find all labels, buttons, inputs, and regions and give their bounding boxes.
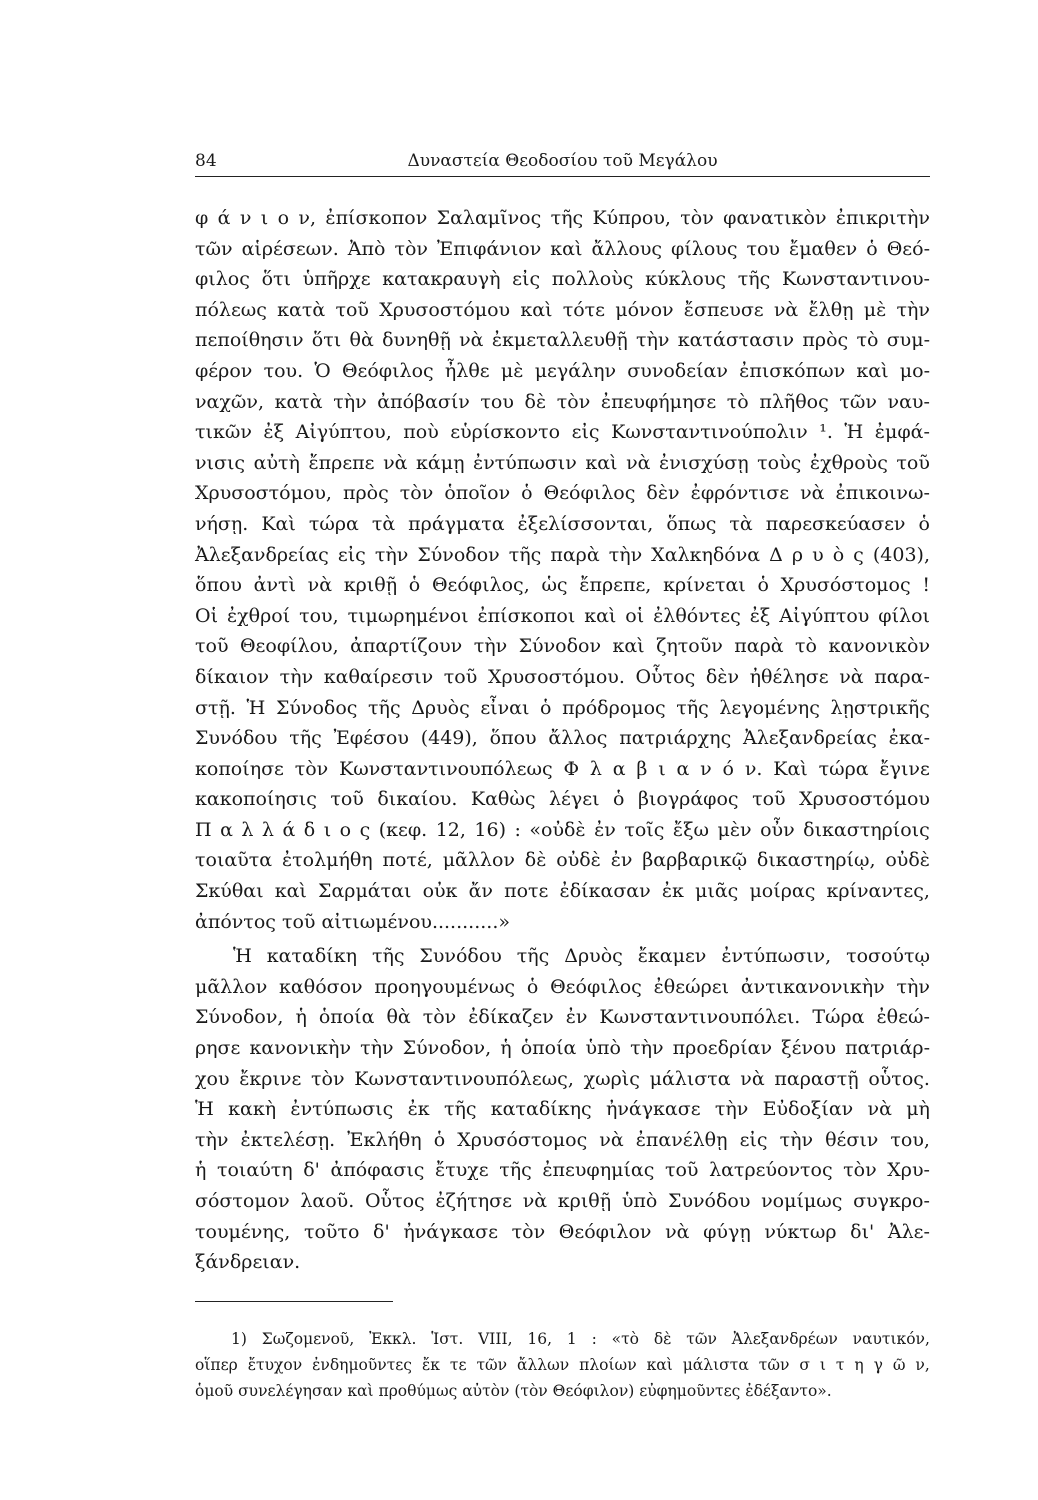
text-line: ἡ τοιαύτη δ' ἀπόφασις ἔτυχε τῆς ἐπευφημίας τοῦ λατρεύοντος τὸν Χρυ- — [195, 1159, 930, 1182]
text-line: ἀπόντος τοῦ αἰτιωμένου...........» — [195, 910, 511, 933]
footnote-line: ὁμοῦ συνελέγησαν καὶ προθύμως αὐτὸν (τὸν Θεόφιλον) εὐφημοῦντες ἐδέξαντο». — [195, 1381, 832, 1400]
text-line: νισις αὐτὴ ἔπρεπε νὰ κάμῃ ἐντύπωσιν καὶ νὰ ἐνισχύσῃ τοὺς ἐχθροὺς τοῦ — [195, 451, 930, 474]
text-line: Ἡ καταδίκη τῆς Συνόδου τῆς Δρυὸς ἔκαμεν ἐντύπωσιν, τοσούτῳ — [233, 945, 930, 968]
text-line: κοποίησε τὸν Κωνσταντινουπόλεως Φ λ α β ι α ν ό ν. Καὶ τώρα ἔγινε — [195, 757, 930, 780]
text-line: φιλος ὅτι ὑπῆρχε κατακραυγὴ εἰς πολλοὺς κύκλους τῆς Κωνσταντινου- — [195, 268, 930, 291]
book-page — [195, 152, 930, 1404]
paragraph — [195, 203, 930, 937]
text-line: κακοποίησις τοῦ δικαίου. Καθὼς λέγει ὁ βιογράφος τοῦ Χρυσοστόμου — [195, 788, 930, 811]
footnote-line: 1) Σωζομενοῦ, Ἐκκλ. Ἱστ. VIII, 16, 1 : «τὸ δὲ τῶν Ἀλεξανδρέων ναυτικόν, — [231, 1329, 930, 1348]
body-text — [195, 203, 930, 1278]
text-line: Π α λ λ ά δ ι ο ς (κεφ. 12, 16) : «οὐδὲ ἐν τοῖς ἔξω μὲν οὖν δικαστηρίοις — [195, 818, 930, 841]
text-line: τικῶν ἐξ Αἰγύπτου, ποὺ εὑρίσκοντο εἰς Κωνσταντινούπολιν ¹. Ἡ ἐμφά- — [195, 421, 930, 444]
text-line: Ἀλεξανδρείας εἰς τὴν Σύνοδον τῆς παρὰ τὴν Χαλκηδόνα Δ ρ υ ὸ ς (403), — [195, 543, 930, 566]
text-line: σόστομον λαοῦ. Οὗτος ἐζήτησε νὰ κριθῇ ὑπὸ Συνόδου νομίμως συγκρο- — [195, 1190, 930, 1212]
footnote-separator — [195, 1301, 393, 1302]
text-line: ὅπου ἀντὶ νὰ κριθῇ ὁ Θεόφιλος, ὡς ἔπρεπε, κρίνεται ὁ Χρυσόστομος ! — [195, 574, 930, 597]
text-line: Σκύθαι καὶ Σαρμάται οὐκ ἄν ποτε ἐδίκασαν ἐκ μιᾶς μοίρας κρίναντες, — [195, 880, 930, 903]
text-line: Ἡ κακὴ ἐντύπωσις ἐκ τῆς καταδίκης ἠνάγκασε τὴν Εὐδοξίαν νὰ μὴ — [195, 1098, 930, 1121]
text-line: φ ά ν ι ο ν, ἐπίσκοπον Σαλαμῖνος τῆς Κύπρου, τὸν φανατικὸν ἐπικριτὴν — [195, 207, 930, 229]
text-line: πεποίθησιν ὅτι θὰ δυνηθῇ νὰ ἐκμεταλλευθῇ τὴν κατάστασιν πρὸς τὸ συμ- — [195, 329, 930, 352]
text-line: Οἱ ἐχθροί του, τιμωρημένοι ἐπίσκοποι καὶ οἱ ἐλθόντες ἐξ Αἰγύπτου φίλοι — [195, 604, 930, 627]
footnotes — [195, 1326, 930, 1404]
text-line: τοῦ Θεοφίλου, ἀπαρτίζουν τὴν Σύνοδον καὶ ζητοῦν παρὰ τὸ κανονικὸν — [195, 635, 930, 658]
running-title: Δυναστεία Θεοδοσίου τοῦ Μεγάλου — [407, 151, 718, 171]
text-line: Σύνοδον, ἡ ὁποία θὰ τὸν ἐδίκαζεν ἐν Κωνσταντινουπόλει. Τώρα ἐθεώ- — [195, 1006, 930, 1029]
text-line: φέρον του. Ὁ Θεόφιλος ἦλθε μὲ μεγάλην συνοδείαν ἐπισκόπων καὶ μο- — [195, 359, 930, 382]
text-line: νήσῃ. Καὶ τώρα τὰ πράγματα ἐξελίσσονται, ὅπως τὰ παρεσκεύασεν ὁ — [195, 512, 930, 535]
footnote-line: οἵπερ ἔτυχον ἐνδημοῦντες ἔκ τε τῶν ἄλλων πλοίων καὶ μάλιστα τῶν σ ι τ η γ ῶ ν, — [195, 1355, 930, 1374]
page-number: 84 — [195, 151, 217, 171]
text-line: Συνόδου τῆς Ἐφέσου (449), ὅπου ἄλλος πατριάρχης Ἀλεξανδρείας ἐκα- — [195, 727, 930, 750]
text-line: χου ἔκρινε τὸν Κωνσταντινουπόλεως, χωρὶς μάλιστα νὰ παραστῇ οὗτος. — [195, 1067, 930, 1090]
text-line: ξάνδρειαν. — [195, 1251, 301, 1274]
text-line: στῇ. Ἡ Σύνοδος τῆς Δρυὸς εἶναι ὁ πρόδρομος τῆς λεγομένης λῃστρικῆς — [195, 696, 930, 719]
text-line: τοιαῦτα ἐτολμήθη ποτέ, μᾶλλον δὲ οὐδὲ ἐν βαρβαρικῷ δικαστηρίῳ, οὐδὲ — [195, 849, 930, 872]
text-line: μᾶλλον καθόσον προηγουμένως ὁ Θεόφιλος ἐθεώρει ἀντικανονικὴν τὴν — [195, 975, 930, 998]
text-line: πόλεως κατὰ τοῦ Χρυσοστόμου καὶ τότε μόνον ἔσπευσε νὰ ἔλθῃ μὲ τὴν — [195, 298, 930, 321]
text-line: Χρυσοστόμου, πρὸς τὸν ὁποῖον ὁ Θεόφιλος δὲν ἐφρόντισε νὰ ἐπικοινω- — [195, 482, 930, 505]
paragraph — [195, 941, 930, 1278]
text-line: δίκαιον τὴν καθαίρεσιν τοῦ Χρυσοστόμου. Οὗτος δὲν ἠθέλησε νὰ παρα- — [195, 665, 930, 688]
text-line: ναχῶν, κατὰ τὴν ἀπόβασίν του δὲ τὸν ἐπευφήμησε τὸ πλῆθος τῶν ναυ- — [195, 390, 930, 413]
text-line: τὴν ἐκτελέσῃ. Ἐκλήθη ὁ Χρυσόστομος νὰ ἐπανέλθῃ εἰς τὴν θέσιν του, — [195, 1128, 930, 1151]
text-line: ρησε κανονικὴν τὴν Σύνοδον, ἡ ὁποία ὑπὸ τὴν προεδρίαν ξένου πατριάρ- — [195, 1037, 930, 1060]
text-line: τῶν αἱρέσεων. Ἀπὸ τὸν Ἐπιφάνιον καὶ ἄλλους φίλους του ἔμαθεν ὁ Θεό- — [195, 237, 930, 260]
text-line: τουμένης, τοῦτο δ' ἠνάγκασε τὸν Θεόφιλον νὰ φύγῃ νύκτωρ δι' Ἀλε- — [195, 1220, 930, 1243]
running-header — [195, 152, 930, 177]
